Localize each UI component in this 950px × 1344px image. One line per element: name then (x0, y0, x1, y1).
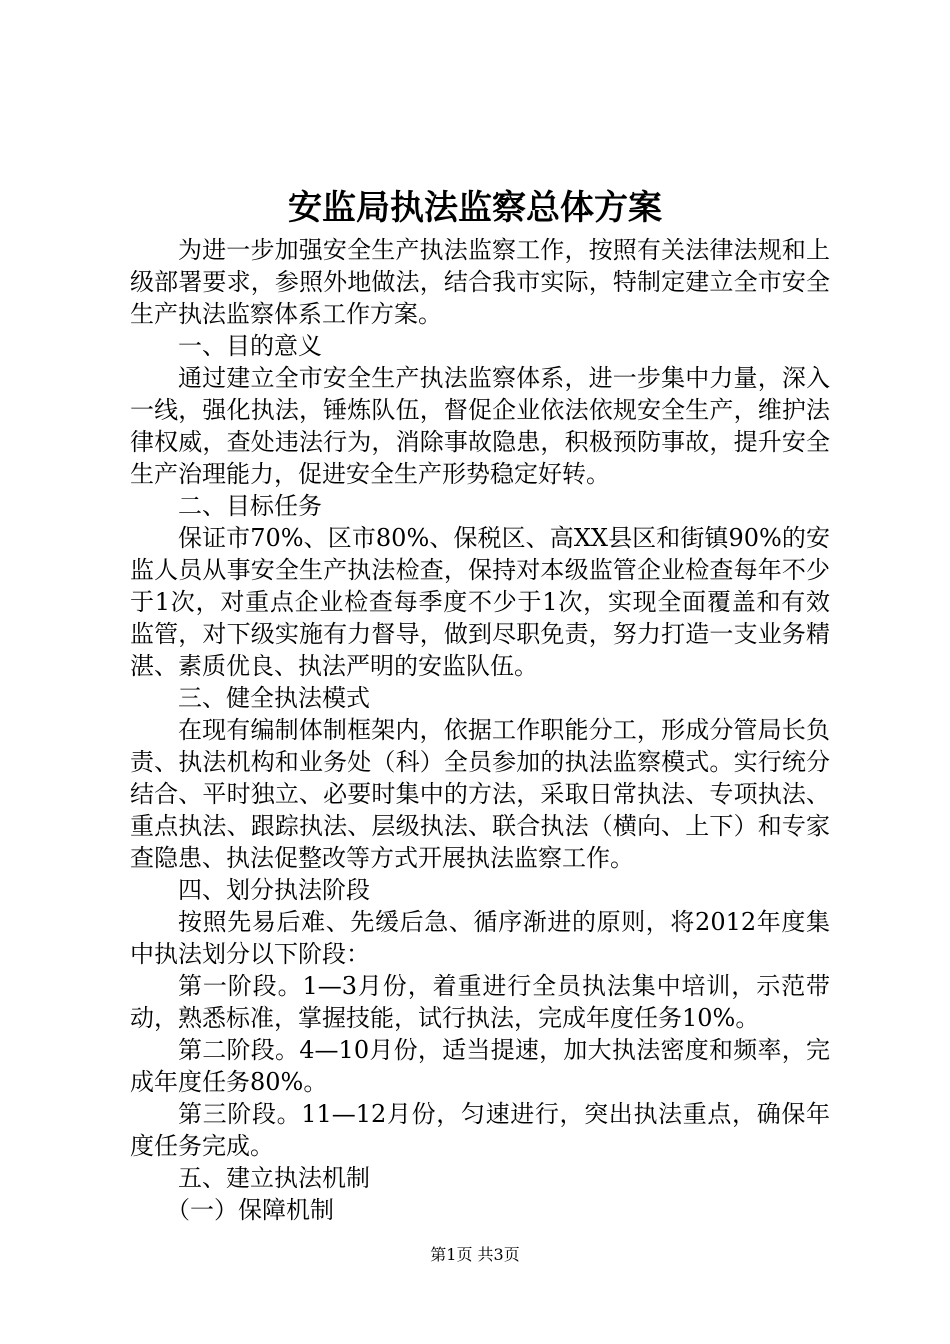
document-title: 安监局执法监察总体方案 (288, 188, 662, 228)
paragraph-intro: 为进一步加强安全生产执法监察工作，按照有关法律法规和上级部署要求，参照外地做法，结合我市实际，特制定建立全市安全生产执法监察体系工作方案。 (130, 236, 830, 328)
heading-stages: 四、划分执法阶段 (178, 876, 370, 904)
subheading-guarantee: （一）保障机制 (166, 1196, 334, 1224)
document-body (130, 234, 830, 1226)
heading-mechanism: 五、建立执法机制 (178, 1164, 370, 1192)
paragraph-stage-3: 第三阶段。11—12月份，匀速进行，突出执法重点，确保年度任务完成。 (130, 1100, 830, 1160)
page-footer: 第1页 共3页 (430, 1245, 520, 1264)
heading-goals: 二、目标任务 (178, 492, 322, 520)
paragraph-goals: 保证市70%、区市80%、保税区、高XX县区和街镇90%的安监人员从事安全生产执法检查，保持对本级监管企业检查每年不少于1次，对重点企业检查每季度不少于1次，实现全面覆盖和有效监管，对下级实施有力督导，做到尽职免责，努力打造一支业务精湛、素质优良、执法严明的安监队伍。 (130, 524, 830, 680)
paragraph-mode: 在现有编制体制框架内，依据工作职能分工，形成分管局长负责、执法机构和业务处（科）全员参加的执法监察模式。实行统分结合、平时独立、必要时集中的方法，采取日常执法、专项执法、重点执法、跟踪执法、层级执法、联合执法（横向、上下）和专家查隐患、执法促整改等方式开展执法监察工作。 (130, 716, 830, 872)
paragraph-stage-1: 第一阶段。1—3月份，着重进行全员执法集中培训，示范带动，熟悉标准，掌握技能，试行执法，完成年度任务10%。 (130, 972, 830, 1032)
heading-purpose: 一、目的意义 (178, 332, 322, 360)
paragraph-stage-2: 第二阶段。4—10月份，适当提速，加大执法密度和频率，完成年度任务80%。 (130, 1036, 830, 1096)
heading-mode: 三、健全执法模式 (178, 684, 370, 712)
paragraph-purpose: 通过建立全市安全生产执法监察体系，进一步集中力量，深入一线，强化执法，锤炼队伍，督促企业依法依规安全生产，维护法律权威，查处违法行为，消除事故隐患，积极预防事故，提升安全生产治理能力，促进安全生产形势稳定好转。 (130, 364, 830, 488)
paragraph-stages: 按照先易后难、先缓后急、循序渐进的原则，将2012年度集中执法划分以下阶段： (130, 908, 830, 968)
